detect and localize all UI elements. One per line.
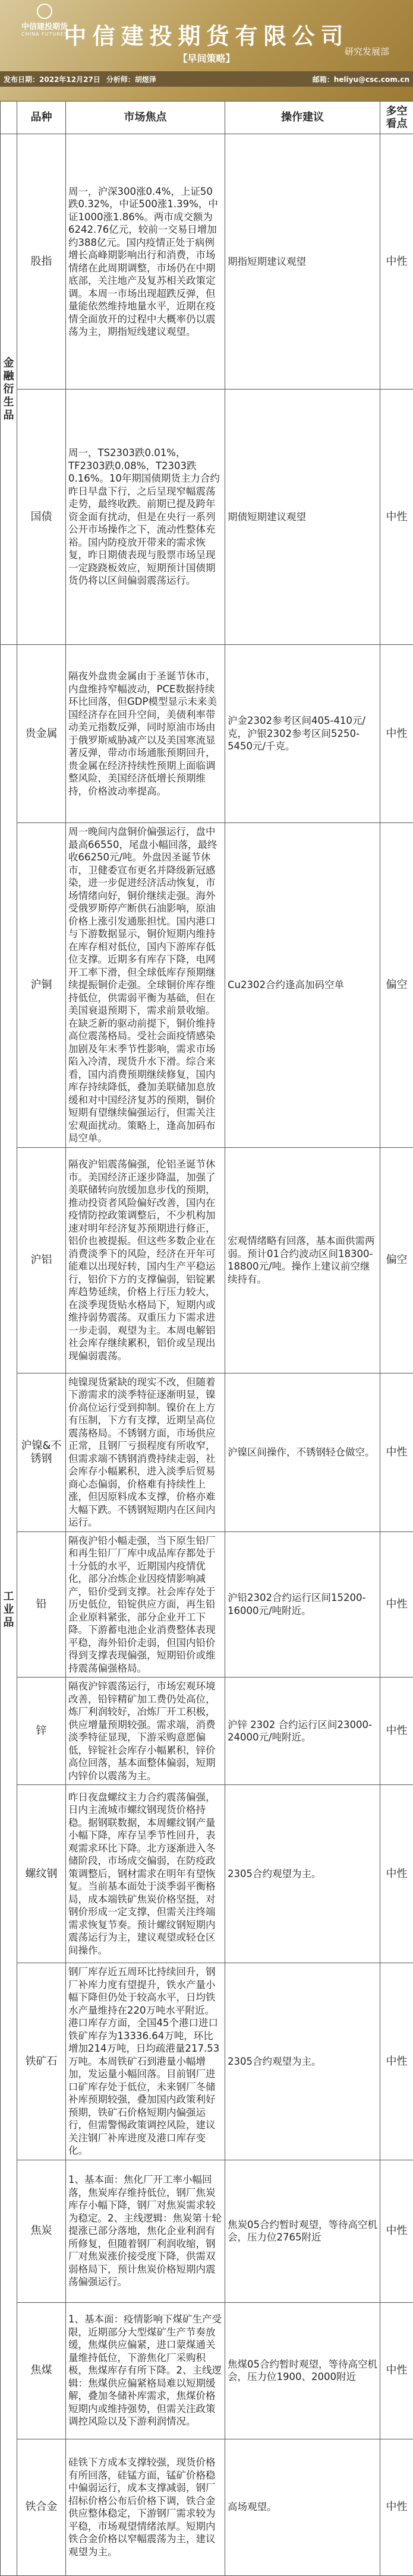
variety-name: 沪铜 (17, 823, 66, 1148)
operation-advice: 焦煤05合约暂时观望，等待高空机会，压力位1900、2000附近 (225, 2302, 380, 2439)
view-direction: 偏空 (380, 1147, 413, 1373)
view-direction: 中性 (380, 2439, 413, 2575)
operation-advice: Cu2302合约逢高加码空单 (225, 823, 380, 1148)
market-focus: 隔夜沪锌震荡运行，市场宏观环境改善，铅锌精矿加工费仍处高位，炼厂利润较好，冶炼厂开工积极，供应增量预期较强。需求端，消费淡季特征显现，下游采购意愿偏低，锌锭社会库存小幅累积，锌价高位回落，基本面整体偏弱，短期内锌价以震荡为主。 (66, 1678, 225, 1785)
operation-advice: 期债短期建议观望 (225, 390, 380, 645)
logo-cn: 中信建投期货 (18, 20, 71, 31)
market-focus: 隔夜沪铅小幅走强，当下原生铅厂和再生铅厂厂库中成品库存都处于十分低的水平，近期国内疫情优化，部分冶炼企业因疫情影响减产，铅价受到支撑。社会库存处于历史低位，铅锭供应方面，再生铅企业原料紧张，部分企业开工下降。下游蓄电池企业消费整体表现平稳，海外铅价走弱，但国内铅价得到支撑表现偏强，短期铅价或维持震荡偏强格局。 (66, 1531, 225, 1678)
variety-name: 螺纹钢 (17, 1785, 66, 1963)
view-direction: 中性 (380, 1531, 413, 1678)
table-row (1, 1963, 413, 2160)
view-direction: 中性 (380, 134, 413, 390)
company-title: 中信建投期货有限公司 (0, 18, 413, 50)
view-direction: 中性 (380, 1678, 413, 1785)
market-focus: 昨日夜盘螺纹主力合约震荡偏强，日内主流城市螺纹钢现货价格持稳。据钢联数据，本周螺纹钢产量小幅下降，库存呈季节性回升，表观需求环比下降。北方逐渐进入冬储阶段，市场成交偏弱，在防疫政策调整后，钢材需求在明年有望恢复。当前基本面处于淡季弱平衡格局，成本端铁矿焦炭价格坚挺，对钢价形成一定支撑，但需关注终端需求恢复节奏。预计螺纹钢短期内震荡运行为主，建议观望或轻仓区间操作。 (66, 1785, 225, 1963)
view-direction: 中性 (380, 645, 413, 823)
market-focus: 1、基本面：焦化厂开工率小幅回落，焦炭库存维持低位，钢厂焦炭库存小幅下降，钢厂对焦炭需求较为稳定。2、主线逻辑：焦炭第十轮提涨已部分落地，焦化企业利润有所修复，但随着钢厂利润收缩，钢厂对焦炭涨价接受度下降，供需双弱格局下，预计焦炭价格短期内震荡偏强运行。 (66, 2160, 225, 2302)
table-row (1, 2439, 413, 2575)
logo-en: CHINA FUTURES (18, 31, 71, 37)
table-row (1, 1147, 413, 1373)
operation-advice: 宏观情绪略有回落，基本面供需两弱。预计01合约波动区间18300-18800元/吨。操作上建议前空继续持有。 (225, 1147, 380, 1373)
operation-advice: 焦炭05合约暂时观望，等待高空机会，压力位2765附近 (225, 2160, 380, 2302)
header-operation: 操作建议 (225, 102, 380, 134)
table-row (1, 645, 413, 823)
header-focus: 市场焦点 (66, 102, 225, 134)
variety-name: 铁矿石 (17, 1963, 66, 2160)
variety-name: 铅 (17, 1531, 66, 1678)
header-view: 多空看点 (380, 102, 413, 134)
table-row (1, 1373, 413, 1531)
variety-name: 国债 (17, 390, 66, 645)
table-header-row (1, 102, 413, 134)
variety-name: 锌 (17, 1678, 66, 1785)
variety-name: 股指 (17, 134, 66, 390)
market-focus: 隔夜沪铝震荡偏强，伦铝圣诞节休市。美国经济正逐步降温，加强了美联储转向放缓加息步伐的预期，推动投资者风险偏好改善，国内在疫情防控政策调整后，不少机构加速对明年经济复苏预期进行修正，铝价也被提振。但这些多数企业在消费淡季下的风险，经济在开年可能难以出现好转，国内生产平稳运行，铝价下方的支撑偏弱，铝锭累库趋势延续，价格上行压力较大，在淡季现货贴水格局下，短期内或维持弱势震荡。双重压力下需求进一步走弱，观望为主。本周电解铝社会库存继续累积，铝价或呈现出现偏弱震荡。 (66, 1147, 225, 1373)
table-row (1, 1678, 413, 1785)
view-direction: 中性 (380, 2302, 413, 2439)
table-row (1, 134, 413, 390)
view-direction: 中性 (380, 1373, 413, 1531)
info-bar (0, 71, 413, 87)
table-row (1, 823, 413, 1148)
department: 研究发展部 (345, 45, 389, 58)
variety-name: 沪铝 (17, 1147, 66, 1373)
doc-type: 【早间策略】 (0, 51, 413, 65)
sector-finance: 金融衍生品 (1, 134, 17, 645)
table-row (1, 2302, 413, 2439)
table-row (1, 1531, 413, 1678)
view-direction: 偏空 (380, 823, 413, 1148)
sector-industry: 工业品 (1, 645, 17, 2576)
variety-name: 焦炭 (17, 2160, 66, 2302)
view-direction: 中性 (380, 2160, 413, 2302)
view-direction: 中性 (380, 1785, 413, 1963)
market-focus: 周一，TS2303跌0.01%，TF2303跌0.08%，T2303跌0.16%。10年期国债期货主力合约昨日早盘下行，之后呈现窄幅震荡走势，最终收跌。前期已提及跨年资金面有扰动，但是在央行一系列公开市场操作之下，流动性整体充裕。国内防疫放开带来的需求恢复，昨日期债表现与股票市场呈现一定跷跷板效应，短期预计国债期货仍将以区间偏弱震荡运行。 (66, 390, 225, 645)
publish-date: 发布日期：2022年12月27日 (4, 74, 100, 84)
market-focus: 周一，沪深300涨0.4%，上证50跌0.32%，中证500涨1.39%，中证1000涨1.86%。两市成交额为6242.76亿元，较前一交易日增加约388亿元。国内疫情正处于病例增长高峰期影响出行和消费，市场情绪在此周期调整，市场仍在中期底部，关注地产及复苏相关政策定调。本周一市场出现超跌反弹，但量能依然维持地量水平，近期在疫情全面放开的过程中大概率仍以震荡为主，期指短线建议观望。 (66, 134, 225, 390)
view-direction: 中性 (380, 1963, 413, 2160)
market-focus: 1、基本面：疫情影响下煤矿生产受限，近期部分大型煤矿生产节奏放缓，焦煤供应偏紧，进口蒙煤通关量维持低位，下游焦化厂采购积极，焦煤库存有所下降。2、主线逻辑：焦煤供应偏紧格局难以短期缓解，叠加冬储补库需求，焦煤价格短期内或维持强势，但需关注政策调控风险以及下游利润情况。 (66, 2302, 225, 2439)
strategy-table (0, 101, 413, 2576)
variety-name: 铁合金 (17, 2439, 66, 2575)
operation-advice: 沪镍区间操作，不锈钢轻仓做空。 (225, 1373, 380, 1531)
logo-icon (37, 4, 52, 19)
operation-advice: 沪锌 2302 合约运行区间23000-24000元/吨附近。 (225, 1678, 380, 1785)
operation-advice: 沪铅2302合约运行区间15200-16000元/吨附近。 (225, 1531, 380, 1678)
variety-name: 贵金属 (17, 645, 66, 823)
report-header (0, 0, 413, 101)
market-focus: 周一晚间内盘铜价偏强运行，盘中最高66550，尾盘小幅回落，最终收66250元/吨。外盘因圣诞节休市，卫健委宣布更名并降级新冠感染，进一步促进经济活动恢复，市场情绪向好，铜价继续走强。海外受俄罗斯停产断供石油影响，原油价格上涨引发通胀担忧。国内港口与下游数据显示，铜价短期内维持在库存相对低位，国内下游库存低位支撑。近期多有库存下降，电网开工率下滑，但全球低库存预期继续提振铜价走强。全球铜价库存维持低位，供需弱平衡为基础，但在美国衰退预期下，需求前景收缩。在缺乏新的驱动前提下，铜价维持高位震荡格局。受社会面疫情感染加剧及年末季节性影响，需求市场陷入冷清，现货升水下滑。综合来看，国内消费预期继续修复，国内库存持续降低，叠加美联储加息放缓和对中国经济复苏的预期，铜价短期有望继续偏强运行，但需关注宏观面扰动。策略上，逢高加码布局空单。 (66, 823, 225, 1148)
operation-advice: 期指短期建议观望 (225, 134, 380, 390)
header-variety: 品种 (17, 102, 66, 134)
operation-advice: 高场观望。 (225, 2439, 380, 2575)
table-row (1, 1785, 413, 1963)
market-focus: 隔夜外盘贵金属由于圣诞节休市，内盘维持窄幅波动，PCE数据持续环比回落，但GDP模型显示未来美国经济存在回升空间，美债利率带动美元指数反弹，同时原油市场由于俄罗斯威胁减产以及美国寒流显著反弹，带动市场通胀预期回升，贵金属在经济持续性预期上面临调整风险，美国经济低增长预期维持，价格波动率提高。 (66, 645, 225, 823)
email: 邮箱：heliyu@csc.com.cn (313, 74, 409, 84)
operation-advice: 沪金2302参考区间405-410元/克，沪银2302参考区间5250-5450元/千克。 (225, 645, 380, 823)
operation-advice: 2305合约观望为主。 (225, 1785, 380, 1963)
view-direction: 中性 (380, 390, 413, 645)
variety-name: 沪镍&不锈钢 (17, 1373, 66, 1531)
table-row (1, 390, 413, 645)
market-focus: 硅铁下方成本支撑较强，现货价格有所回落，硅锰方面，锰矿价格稳中偏弱运行，成本支撑减弱，钢厂招标价格公布后价格下调，铁合金供应整体稳定，下游钢厂需求较为平稳，市场观望情绪浓厚。短期内铁合金价格以窄幅震荡为主，建议观望为主。 (66, 2439, 225, 2575)
analyst: 分析师：胡煜泽 (106, 74, 156, 84)
market-focus: 钢厂库存近五周环比持续回升，钢厂补库力度有望提升，铁水产量小幅下降但仍处于较高水平，日均铁水产量维持在220万吨水平附近。港口库存方面，全国45个港口进口铁矿库存为13336.64万吨，环比增加214万吨，日均疏港量217.53万吨。本周铁矿石到港量小幅增加，发运量小幅回落。目前钢厂进口矿库存处于低位，未来钢厂冬储补库预期较强，叠加国内政策利好预期，铁矿石价格短期内偏强运行，但需警惕政策调控风险，建议关注钢厂补库进度及港口库存变化。 (66, 1963, 225, 2160)
table-row (1, 2160, 413, 2302)
operation-advice: 2305合约观望为主。 (225, 1963, 380, 2160)
header-sector (1, 102, 17, 134)
variety-name: 焦煤 (17, 2302, 66, 2439)
market-focus: 纯镍现货紧缺的现实不改，但随着下游需求的淡季特征逐渐明显，镍价高位运行受到抑制。镍价在上方有压制，下方有支撑，近期呈高位震荡格局。不锈钢方面，市场供应正常，且钢厂亏损程度有所收窄，但需求端不锈钢消费持续走弱，社会库存小幅累积，进入淡季后贸易商心态偏弱，价格难有持续性上涨，但因原料成本支撑，价格亦难大幅下跌。不锈钢短期内在区间内运行。 (66, 1373, 225, 1531)
